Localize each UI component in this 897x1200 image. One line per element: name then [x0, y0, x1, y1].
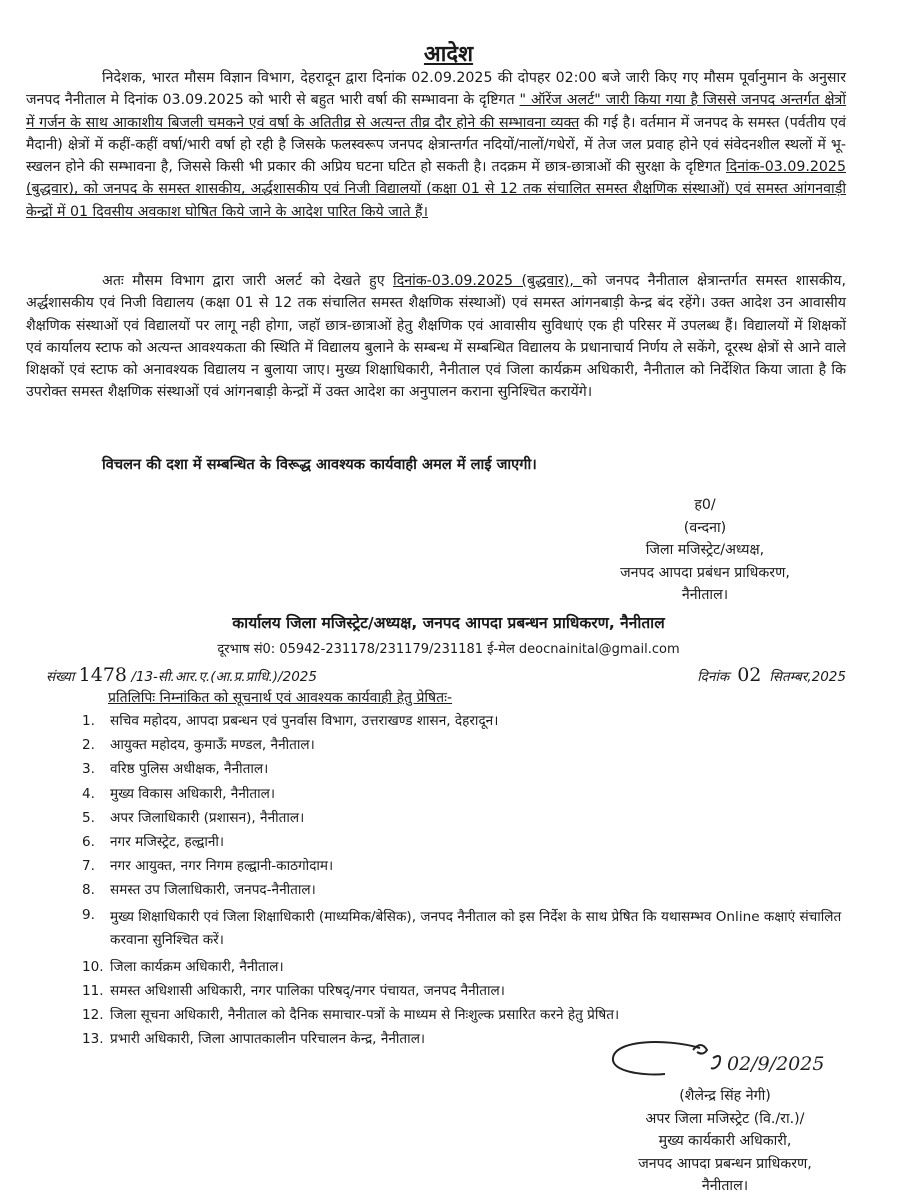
list-item [82, 958, 852, 976]
signatory-name: (शैलेन्द्र सिंह नेगी) [679, 1088, 771, 1104]
paragraph-text: की गई है। वर्तमान में जनपद के समस्त (पर्वतीय एवं मैदानी) क्षेत्रों में कहीं-कहीं वर्षा/भारी वर्षा हो रही है जिसके फलस्वरूप जनपद क्षेत्रान्तर्गत नदियों/नालों/गधेरों, में तेज जल प्रवाह होने एवं संवेदनशील स्थलों में भू-स्खलन होने की सम्भावना है, जिससे किसी भी प्रकार की अप्रिय घटना घटित हो सकती है। तदक्रम में छात्र-छात्राओं की सुरक्षा के दृष्टिगत [26, 114, 846, 176]
signatory-designation: अपर जिला मजिस्ट्रेट (वि./रा.)/ [645, 1110, 805, 1127]
paragraph-closure-order [26, 270, 846, 404]
item-text: नगर मजिस्ट्रेट, हल्द्वानी। [110, 833, 225, 850]
signatory-name: (वन्दना) [683, 519, 727, 536]
item-number: 3. [82, 761, 95, 778]
item-number: 1. [82, 713, 95, 729]
document-title: आदेश [423, 42, 474, 67]
list-item [82, 881, 852, 899]
signatory-district-magistrate [560, 494, 850, 607]
item-text: जिला कार्यक्रम अधिकारी, नैनीताल। [110, 958, 284, 975]
paragraph-text: अतः मौसम विभाग द्वारा जारी अलर्ट को देखते हुए [102, 273, 394, 289]
item-number: 8. [82, 882, 95, 899]
signed-mark: ह0/ [694, 497, 716, 513]
date-label: दिनांक [697, 669, 730, 685]
item-number: 13. [82, 1031, 104, 1048]
signatory-designation: जिला मजिस्ट्रेट/अध्यक्ष, [645, 542, 765, 558]
reference-suffix: /13-सी.आर.ए.(आ.प्र.प्राधि.)/2025 [131, 669, 317, 685]
item-number: 4. [82, 785, 95, 802]
item-text: जिला सूचना अधिकारी, नैनीताल को दैनिक समाचार-पत्रों के माध्यम से निःशुल्क प्रसारित करने हेतु प्रेषित। [110, 1007, 620, 1024]
item-text: प्रभारी अधिकारी, जिला आपातकालीन परिचालन केन्द्र, नैनीताल। [110, 1031, 426, 1048]
orange-alert-underlined-text: " ऑरेंज अलर्ट" जारी किया गया है जिससे जनपद अन्तर्गत क्षेत्रों में गर्जन के साथ आकाशीय बिजली चमकने एवं वर्षा के अतितीव्र से अत्यन्त तीव्र दौर होने की सम्भावना व्यक्त [26, 92, 847, 131]
reference-prefix: संख्या [46, 669, 75, 685]
signatory-additional-magistrate [585, 1085, 865, 1198]
list-item [82, 857, 852, 875]
item-text: समस्त उप जिलाधिकारी, जनपद-नैनीताल। [110, 882, 316, 899]
reference-number: 1478 [78, 664, 128, 686]
item-number: 9. [82, 906, 95, 923]
list-item [82, 1006, 852, 1024]
paragraph-text: निदेशक, भारत मौसम विज्ञान विभाग, देहरादून द्वारा दिनांक 02.09.2025 की दोपहर 02:00 बजे जारी किए गए मौसम पूर्वानुमान के अनुसार जनपद नैनीताल मे दिनांक 03.09.2025 को भारी से बहुत भारी वर्षा की सम्भावना के दृष्टिगत [26, 70, 846, 109]
list-item [82, 760, 852, 778]
signatory-place: नैनीताल। [701, 1178, 749, 1194]
handwritten-signature [605, 1036, 855, 1084]
recipients-list [82, 712, 852, 1054]
item-text: अपर जिलाधिकारी (प्रशासन), नैनीताल। [110, 809, 305, 826]
item-number: 12. [82, 1007, 104, 1024]
signatory-designation: मुख्य कार्यकारी अधिकारी, [658, 1133, 792, 1149]
list-item [82, 809, 852, 827]
holiday-order-underlined-text: दिनांक-03.09.2025 (बुद्धवार), को जनपद के समस्त शासकीय, अर्द्धशासकीय एवं निजी विद्यालयों (कक्षा 01 से 12 तक संचालित समस्त शैक्षणिक संस्थाओं) एवं समस्त आंगनवाड़ी केन्द्रों में 01 दिवसीय अवकाश घोषित किये जाने के आदेश पारित किये जाते हैं। [26, 159, 846, 220]
signatory-designation: जनपद आपदा प्रबन्धन प्राधिकरण, [638, 1155, 812, 1172]
paragraph-violation-warning: विचलन की दशा में सम्बन्धित के विरूद्ध आवश्यक कार्यवाही अमल में लाई जाएगी। [102, 456, 537, 473]
item-text: समस्त अधिशासी अधिकारी, नगर पालिका परिषद्/नगर पंचायत, जनपद नैनीताल। [110, 982, 505, 999]
signatory-place: नैनीताल। [681, 587, 729, 603]
copy-to-heading: प्रतिलिपिः निम्नांकित को सूचनार्थ एवं आवश्यक कार्यवाही हेतु प्रेषितः- [108, 690, 453, 706]
item-text: मुख्य शिक्षाधिकारी एवं जिला शिक्षाधिकारी (माध्यमिक/बेसिक), जनपद नैनीताल को इस निर्देश के साथ प्रेषित कि यथासम्भव Online कक्षाएं संचालित करवाना सुनिश्चित करें। [110, 908, 842, 948]
list-item [82, 712, 852, 730]
item-number: 2. [82, 737, 95, 754]
reference-date [697, 664, 846, 686]
item-text: वरिष्ठ पुलिस अधीक्षक, नैनीताल। [110, 761, 269, 778]
item-number: 7. [82, 858, 95, 875]
item-text: मुख्य विकास अधिकारी, नैनीताल। [110, 785, 276, 802]
item-number: 10. [82, 958, 104, 975]
item-number: 6. [82, 833, 95, 850]
list-item [82, 833, 852, 851]
item-text: आयुक्त महोदय, कुमाऊँ मण्डल, नैनीताल। [110, 737, 315, 754]
signatory-designation: जनपद आपदा प्रबंधन प्राधिकरण, [620, 564, 790, 581]
reference-line [46, 664, 846, 686]
office-heading: कार्यालय जिला मजिस्ट्रेट/अध्यक्ष, जनपद आपदा प्रबन्धन प्राधिकरण, नैनीताल [232, 614, 665, 632]
date-month-year: सितम्बर,2025 [769, 669, 846, 685]
list-item [82, 906, 852, 952]
item-number: 11. [82, 982, 104, 999]
item-text: सचिव महोदय, आपदा प्रबन्धन एवं पुनर्वास विभाग, उत्तराखण्ड शासन, देहरादून। [110, 713, 499, 729]
paragraph-text: को जनपद नैनीताल क्षेत्रान्तर्गत समस्त शासकीय, अर्द्धशासकीय एवं निजी विद्यालय (कक्षा 01 से 12 तक संचालित समस्त शैक्षणिक संस्थाओं) एवं समस्त आंगनबाड़ी केन्द्र बंद रहेंगे। उक्त आदेश उन आवासीय शैक्षणिक संस्थाओं एवं विद्यालयों पर लागू नही होगा, जहॉ छात्र-छात्राओं हेतु शैक्षणिक एवं आवासीय सुविधाएं एक ही परिसर में उपलब्ध हैं। विद्यालयों में शिक्षकों एवं कार्यालय स्टाफ को अत्यन्त आवश्यकता की स्थिति में विद्यालय बुलाने के सम्बन्ध में सम्बन्धित विद्यालय के प्रधानाचार्य निर्णय ले सकेंगे, दूरस्थ क्षेत्रों से आने वाले शिक्षकों एवं स्टाफ को अनावश्यक विद्यालय न बुलाया जाए। मुख्य शिक्षाधिकारी, नैनीताल एवं जिला कार्यक्रम अधिकारी, नैनीताल को निर्देशित किया जाता है कि उपरोक्त समस्त शैक्षणिक संस्थाओं एवं आंगनबाड़ी केन्द्रों में उक्त आदेश का अनुपालन कराना सुनिश्चित करायेंगे। [26, 273, 847, 401]
list-item [82, 982, 852, 1000]
list-item [82, 785, 852, 803]
item-number: 5. [82, 809, 95, 826]
handwritten-date: 02/9/2025 [727, 1053, 825, 1075]
paragraph-weather-alert [26, 67, 846, 223]
date-day: 02 [737, 664, 762, 686]
list-item [82, 736, 852, 754]
closure-date-underlined-text: दिनांक-03.09.2025 (बुद्धवार), [393, 273, 583, 289]
office-contact: दूरभाष सं0: 05942-231178/231179/231181 ई-मेल deocnainital@gmail.com [217, 642, 680, 657]
item-text: नगर आयुक्त, नगर निगम हल्द्वानी-काठगोदाम। [110, 858, 334, 875]
